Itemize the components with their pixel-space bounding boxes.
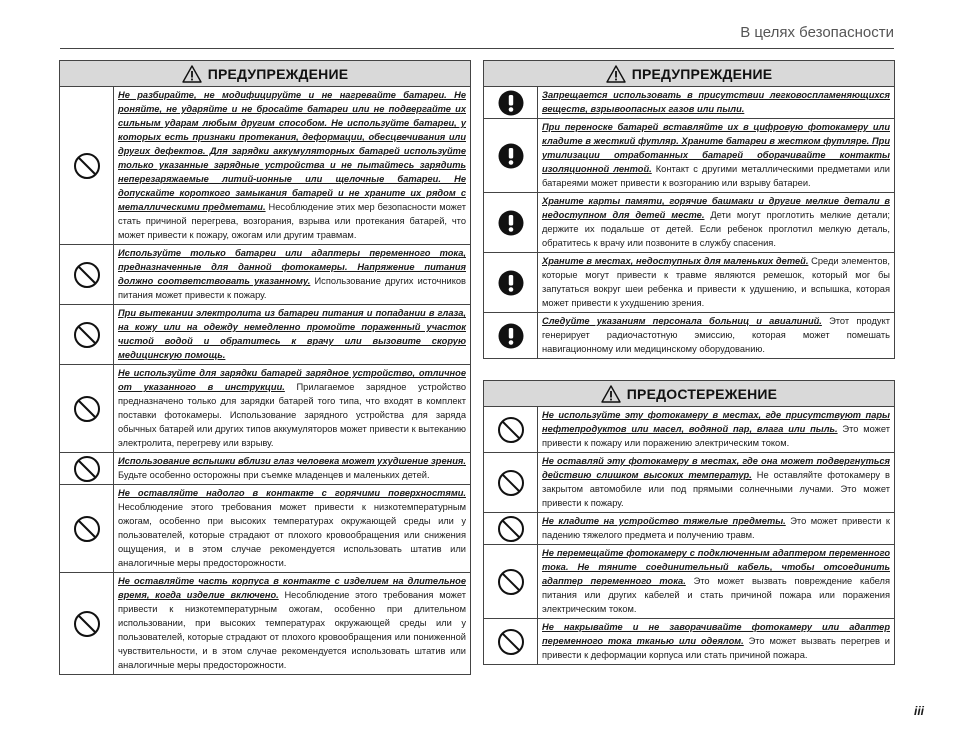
heading-label: ПРЕДУПРЕЖДЕНИЕ: [631, 65, 773, 82]
table-rows: [484, 407, 894, 664]
warning-triangle-icon: [601, 385, 621, 403]
explanation-text: Дети могут проглотить мелкие детали; держите их подальше от детей. Если ребенок проглотил мелкую деталь, обратитесь к врачу или позвоните в службу спасения.: [542, 210, 890, 248]
row-text: [538, 513, 894, 544]
prohibited-icon: [60, 365, 114, 452]
row-text: [114, 305, 470, 364]
table-row: [484, 193, 894, 253]
explanation-text: Контакт с другими металлическими предметами или батареями может привести к возгоранию или взрыву батареи.: [542, 164, 890, 188]
table-heading: [60, 61, 470, 87]
prohibited-icon: [484, 513, 538, 544]
explanation-text: Прилагаемое зарядное устройство предназначено только для зарядки батарей того типа, что входят в комплект поставки фотокамеры. Использование зарядного устройства для заряда обычных батарей или других типов аккумуляторов может привести к вытеканию электролита, перегреву или взрыву.: [118, 382, 466, 448]
prohibited-icon: [60, 453, 114, 484]
table-rows: [484, 87, 894, 358]
page-title: В целях безопасности: [740, 24, 894, 41]
explanation-text: Этот продукт генерирует радиочастотную эмиссию, которая может помешать навигационному или медицинскому оборудованию.: [542, 316, 890, 354]
explanation-text: Это может вызвать перегрев и привести к деформации корпуса или стать причиной пожара.: [542, 636, 891, 660]
emphasized-warning: Не перемещайте фотокамеру с подключенным адаптером переменного тока. Не тяните соединительный кабель, чтобы отсоединить адаптер переменного тока.: [542, 548, 890, 586]
row-text: [114, 365, 470, 452]
table-row: [60, 573, 470, 674]
table-row: [484, 253, 894, 313]
heading-label: ПРЕДУПРЕЖДЕНИЕ: [207, 65, 349, 82]
row-text: [114, 453, 470, 484]
mandatory-icon: [484, 193, 538, 252]
prohibited-icon: [484, 453, 538, 512]
table-row: [484, 619, 894, 664]
mandatory-icon: [484, 119, 538, 192]
table-row: [60, 245, 470, 305]
table-row: [484, 453, 894, 513]
row-text: [114, 485, 470, 572]
emphasized-warning: Не оставляйте часть корпуса в контакте с изделием на длительное время, когда изделие включено.: [118, 576, 466, 600]
table-row: [484, 313, 894, 358]
table-rows: [60, 87, 470, 674]
left-warning-table: [59, 60, 471, 675]
table-row: [60, 87, 470, 245]
row-text: [538, 119, 894, 192]
explanation-text: Это может вызвать повреждение кабеля питания или других кабелей и стать причиной пожара или поражения электрическим током.: [542, 576, 890, 614]
prohibited-icon: [484, 619, 538, 664]
explanation-text: Не оставляйте фотокамеру в закрытом автомобиле или под прямыми солнечными лучами. Это может привести к пожару.: [542, 470, 890, 508]
warning-triangle-icon: [182, 65, 202, 83]
explanation-text: Будьте особенно осторожны при съемке младенцев и маленьких детей.: [118, 470, 430, 480]
emphasized-warning: Использование вспышки вблизи глаз человека может ухудшение зрения.: [118, 456, 466, 466]
mandatory-icon: [484, 87, 538, 118]
emphasized-warning: Не накрывайте и не заворачивайте фотокамеру или адаптер переменного тока тканью или одеялом.: [542, 622, 890, 646]
table-heading: [484, 381, 894, 407]
prohibited-icon: [60, 485, 114, 572]
emphasized-warning: Храните карты памяти, горячие башмаки и другие мелкие детали в недоступном для детей месте.: [542, 196, 890, 220]
prohibited-icon: [484, 545, 538, 618]
page-header: [60, 18, 894, 49]
emphasized-warning: При переноске батарей вставляйте их в цифровую фотокамеру или кладите в жесткий футляр. Храните батареи в жестком футляре. При утилизации отработанных батарей оборачивайте контакты изоляционной лентой.: [542, 122, 890, 174]
table-row: [60, 365, 470, 453]
row-text: [538, 253, 894, 312]
heading-label: ПРЕДОСТЕРЕЖЕНИЕ: [626, 385, 778, 402]
mandatory-icon: [484, 253, 538, 312]
prohibited-icon: [484, 407, 538, 452]
right-caution-table: [483, 380, 895, 665]
page-number: iii: [913, 704, 924, 718]
row-text: [538, 619, 894, 664]
emphasized-warning: При вытекании электролита из батареи питания и попадании в глаза, на кожу или на одежду немедленно промойте пораженный участок чистой водой и обратитесь к врачу или вызовите скорую медицинскую помощь.: [118, 308, 466, 360]
emphasized-warning: Не оставляйте надолго в контакте с горячими поверхностями.: [118, 488, 466, 498]
explanation-text: Несоблюдение этого требования может привести к низкотемпературным ожогам, особенно при длительном использовании, при высоких температурах окружающей среды или у пользователей, которые страдают от плохого кровообращения или пониженной чувствительности, и в этом случае рекомендуется использовать штатив или аналогичные меры предосторожности.: [118, 590, 466, 670]
row-text: [538, 407, 894, 452]
row-text: [538, 545, 894, 618]
row-text: [538, 87, 894, 118]
explanation-text: Несоблюдение этого требования может привести к низкотемпературным ожогам, особенно при высоких температурах окружающей среды или у пользователей, которые страдают от плохого кровообращения или снижения ощущения, и в этом случае рекомендуется использовать штатив или аналогичные меры предосторожности.: [118, 502, 466, 568]
emphasized-warning: Не используйте для зарядки батарей зарядное устройство, отличное от указанного в инструкции.: [118, 368, 466, 392]
table-row: [484, 545, 894, 619]
table-row: [484, 119, 894, 193]
emphasized-warning: Следуйте указаниям персонала больниц и авиалиний.: [542, 316, 822, 326]
table-heading: [484, 61, 894, 87]
table-row: [484, 87, 894, 119]
emphasized-warning: Не кладите на устройство тяжелые предметы.: [542, 516, 786, 526]
prohibited-icon: [60, 573, 114, 674]
row-text: [538, 193, 894, 252]
row-text: [538, 453, 894, 512]
emphasized-warning: Не разбирайте, не модифицируйте и не нагревайте батареи. Не роняйте, не ударяйте и не бросайте батареи или не подвергайте их сильным ударам любым другим способом. Не используйте батареи, у которых есть признаки протекания, деформации, обесцвечивания или других дефектов. Для зарядки аккумуляторных батарей используйте только указанные зарядные устройства и не пытайтесь зарядить неперезаряжаемые литий-ионные или щелочные батареи. Не допускайте короткого замыкания батарей и не храните их рядом с металлическими предметами.: [118, 90, 466, 212]
prohibited-icon: [60, 305, 114, 364]
mandatory-icon: [484, 313, 538, 358]
table-row: [484, 407, 894, 453]
emphasized-warning: Запрещается использовать в присутствии легковоспламеняющихся веществ, взрывоопасных газов или пыли.: [542, 90, 890, 114]
emphasized-warning: Не оставляй эту фотокамеру в местах, где она может подвергнуться действию слишком высоких температур.: [542, 456, 890, 480]
explanation-text: Использование других источников питания может привести к пожару.: [118, 276, 466, 300]
table-row: [60, 305, 470, 365]
warning-triangle-icon: [606, 65, 626, 83]
row-text: [114, 245, 470, 304]
emphasized-warning: Храните в местах, недоступных для маленьких детей.: [542, 256, 809, 266]
emphasized-warning: Используйте только батареи или адаптеры переменного тока, предназначенные для данной фотокамеры. Напряжение питания должно соответствовать указанному.: [118, 248, 466, 286]
emphasized-warning: Не используйте эту фотокамеру в местах, где присутствуют пары нефтепродуктов или масел, водяной пар, влага или пыль.: [542, 410, 890, 434]
row-text: [538, 313, 894, 358]
explanation-text: Это может привести к пожару или поражению электрическим током.: [542, 424, 890, 448]
explanation-text: Среди элементов, которые могут привести к травме являются ремешок, который мог бы запутаться вокруг шеи ребенка и привести к удушению, и вспышка, которая может привести к ухудшению зрения.: [542, 256, 891, 308]
explanation-text: Это может привести к падению тяжелого предмета и получению травм.: [542, 516, 890, 540]
row-text: [114, 87, 470, 244]
explanation-text: Несоблюдение этих мер безопасности может стать причиной перегрева, возгорания, взрыва или протекания батарей, что может привести к пожару, ожогам или другим травмам.: [118, 202, 466, 240]
table-row: [60, 485, 470, 573]
table-row: [484, 513, 894, 545]
row-text: [114, 573, 470, 674]
prohibited-icon: [60, 87, 114, 244]
table-row: [60, 453, 470, 485]
right-warning-table: [483, 60, 895, 359]
prohibited-icon: [60, 245, 114, 304]
